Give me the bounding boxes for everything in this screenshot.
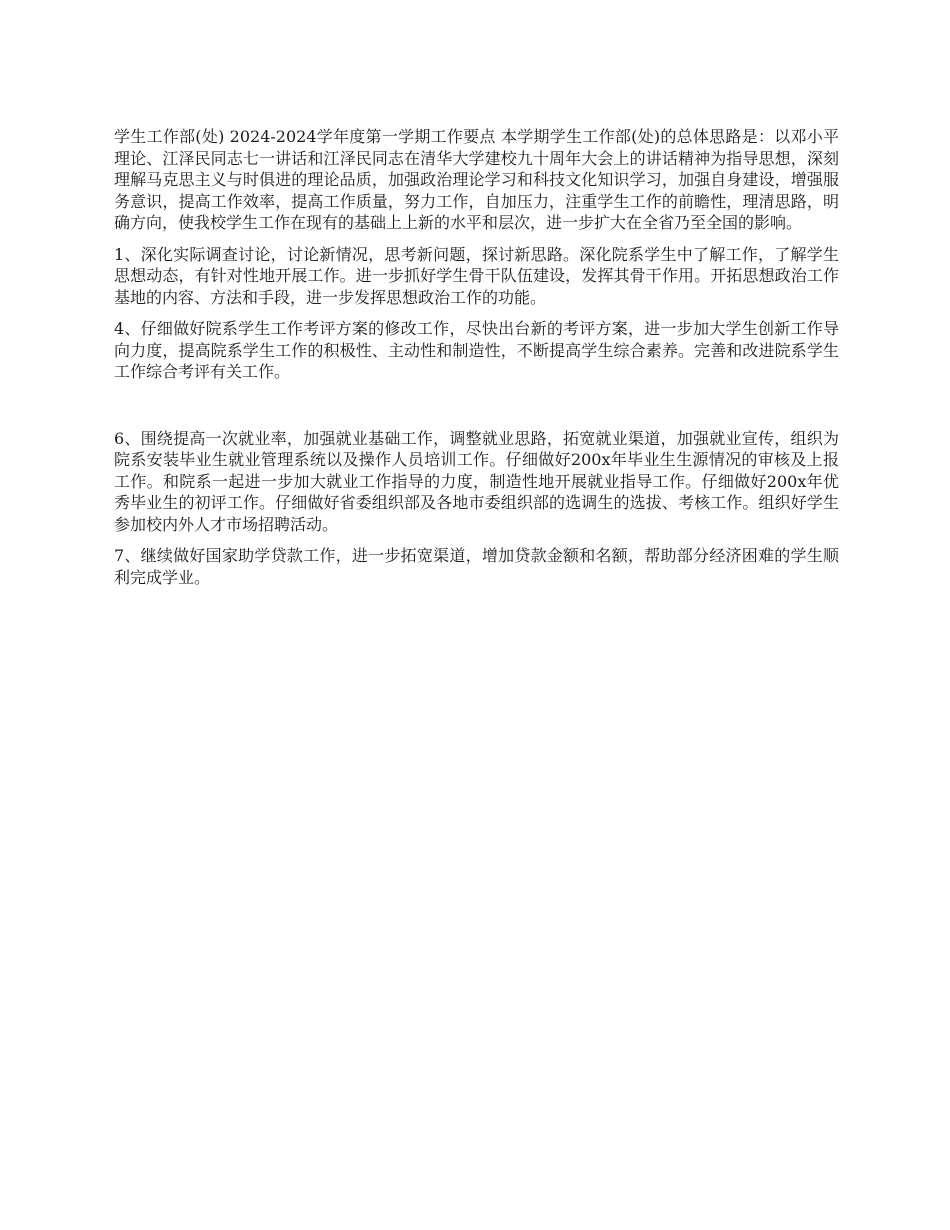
paragraph-gap xyxy=(114,393,839,428)
paragraph-item-7: 7、继续做好国家助学贷款工作，进一步拓宽渠道，增加贷款金额和名额，帮助部分经济困难的学生顺利完成学业。 xyxy=(114,546,839,587)
document-page xyxy=(114,126,839,598)
paragraph-item-4: 4、仔细做好院系学生工作考评方案的修改工作，尽快出台新的考评方案，进一步加大学生创新工作导向力度，提高院系学生工作的积极性、主动性和制造性，不断提高学生综合素养。完善和改进院系学生工作综合考评有关工作。 xyxy=(114,319,839,381)
paragraph-item-1: 1、深化实际调查讨论，讨论新情况，思考新问题，探讨新思路。深化院系学生中了解工作，了解学生思想动态，有针对性地开展工作。进一步抓好学生骨干队伍建设，发挥其骨干作用。开拓思想政治工作基地的内容、方法和手段，进一步发挥思想政治工作的功能。 xyxy=(114,244,839,307)
paragraph-item-6: 6、围绕提高一次就业率，加强就业基础工作，调整就业思路，拓宽就业渠道，加强就业宣传，组织为院系安装毕业生就业管理系统以及操作人员培训工作。仔细做好200x年毕业生生源情况的审核及上报工作。和院系一起进一步加大就业工作指导的力度，制造性地开展就业指导工作。仔细做好200x年优秀毕业生的初评工作。仔细做好省委组织部及各地市委组织部的选调生的选拔、考核工作。组织好学生参加校内外人才市场招聘活动。 xyxy=(114,428,839,534)
paragraph-intro: 学生工作部(处) 2024-2024学年度第一学期工作要点 本学期学生工作部(处)的总体思路是：以邓小平理论、江泽民同志七一讲话和江泽民同志在清华大学建校九十周年大会上的讲话精神为指导思想，深刻理解马克思主义与时俱进的理论品质，加强政治理论学习和科技文化知识学习，加强自身建设，增强服务意识，提高工作效率，提高工作质量，努力工作，自加压力，注重学生工作的前瞻性，理清思路，明确方向，使我校学生工作在现有的基础上上新的水平和层次，进一步扩大在全省乃至全国的影响。 xyxy=(114,127,839,232)
